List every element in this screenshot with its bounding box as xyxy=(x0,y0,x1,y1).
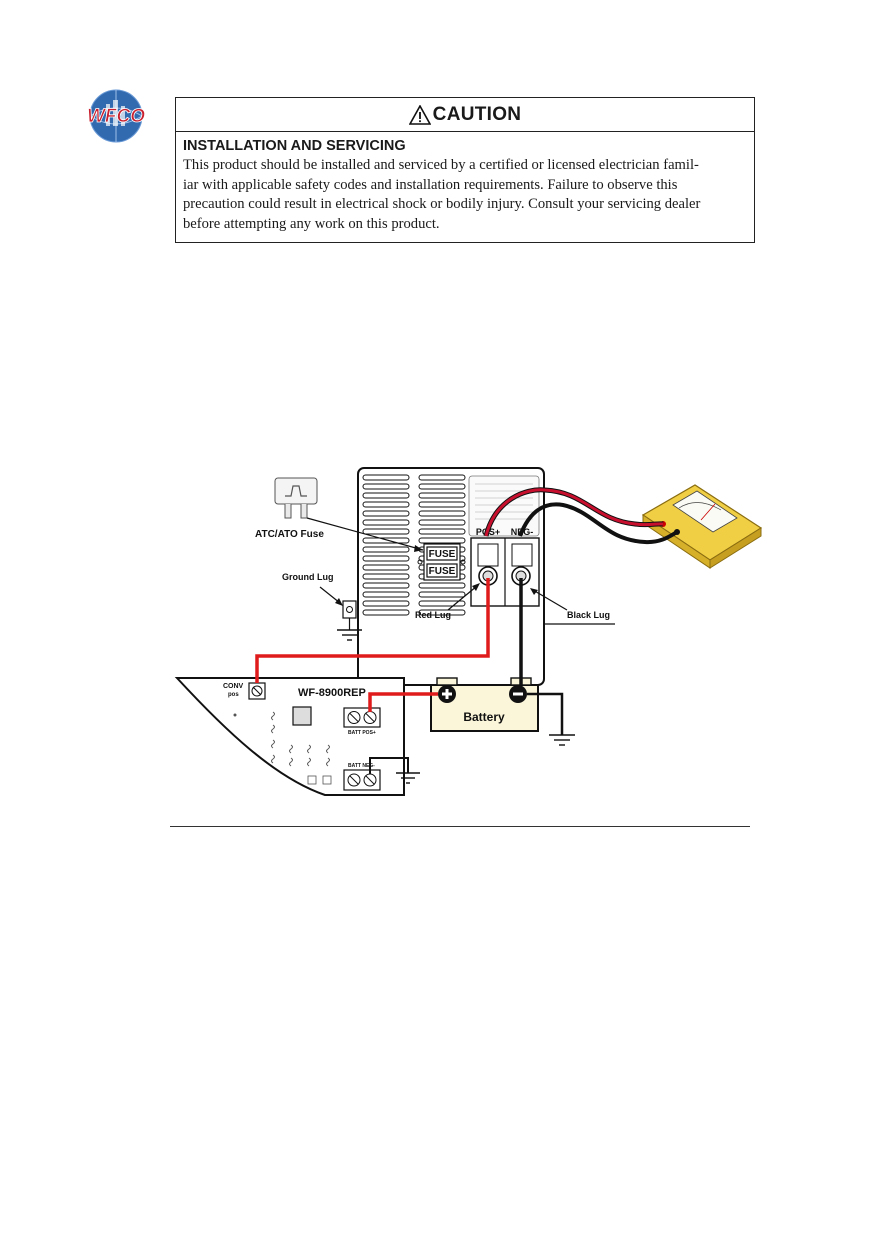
caution-header xyxy=(176,98,754,132)
caution-line: before attempting any work on this product. xyxy=(183,215,440,232)
converter-unit xyxy=(358,468,544,685)
caution-line: iar with applicable safety codes and installation requirements. Failure to observe this xyxy=(183,176,678,193)
black-lug-label: Black Lug xyxy=(567,610,611,620)
fuse-slot-2: FUSE xyxy=(428,566,456,577)
fuse-slot-1: FUSE xyxy=(428,549,456,560)
atc-fuse-icon xyxy=(275,478,317,518)
caution-subheading: INSTALLATION AND SERVICING xyxy=(183,138,406,154)
caution-body xyxy=(176,132,754,234)
batt-pos-label: BATT POS+ xyxy=(348,730,376,736)
batt-neg-label: BATT NEG- xyxy=(348,763,375,769)
wiring-diagram xyxy=(165,460,765,805)
voltmeter-icon xyxy=(643,485,761,568)
horizontal-rule xyxy=(170,826,750,827)
atc-fuse-label: ATC/ATO Fuse xyxy=(255,529,324,540)
ground-lug xyxy=(343,601,356,618)
conv-label-2: pos xyxy=(228,692,239,698)
conv-label-1: CONV xyxy=(223,683,244,690)
red-lug-label: Red Lug xyxy=(415,610,451,620)
caution-box xyxy=(175,97,755,243)
caution-title: CAUTION xyxy=(432,103,522,125)
warning-triangle-icon xyxy=(409,105,431,125)
pos-terminal-label: POS+ xyxy=(475,527,501,537)
wfco-logo xyxy=(80,88,152,144)
caution-line: precaution could result in electrical shock or bodily injury. Consult your servicing dealer xyxy=(183,196,701,212)
battery xyxy=(431,678,538,731)
caution-text xyxy=(183,156,747,234)
panel-model: WF-8900REP xyxy=(298,687,366,699)
logo-text: WFCO xyxy=(86,106,146,127)
battery-label: Battery xyxy=(463,710,505,724)
neg-terminal-label: NEG- xyxy=(510,527,534,537)
caution-line: This product should be installed and serviced by a certified or licensed electrician famil- xyxy=(183,157,699,173)
ground-lug-label: Ground Lug xyxy=(282,572,334,582)
